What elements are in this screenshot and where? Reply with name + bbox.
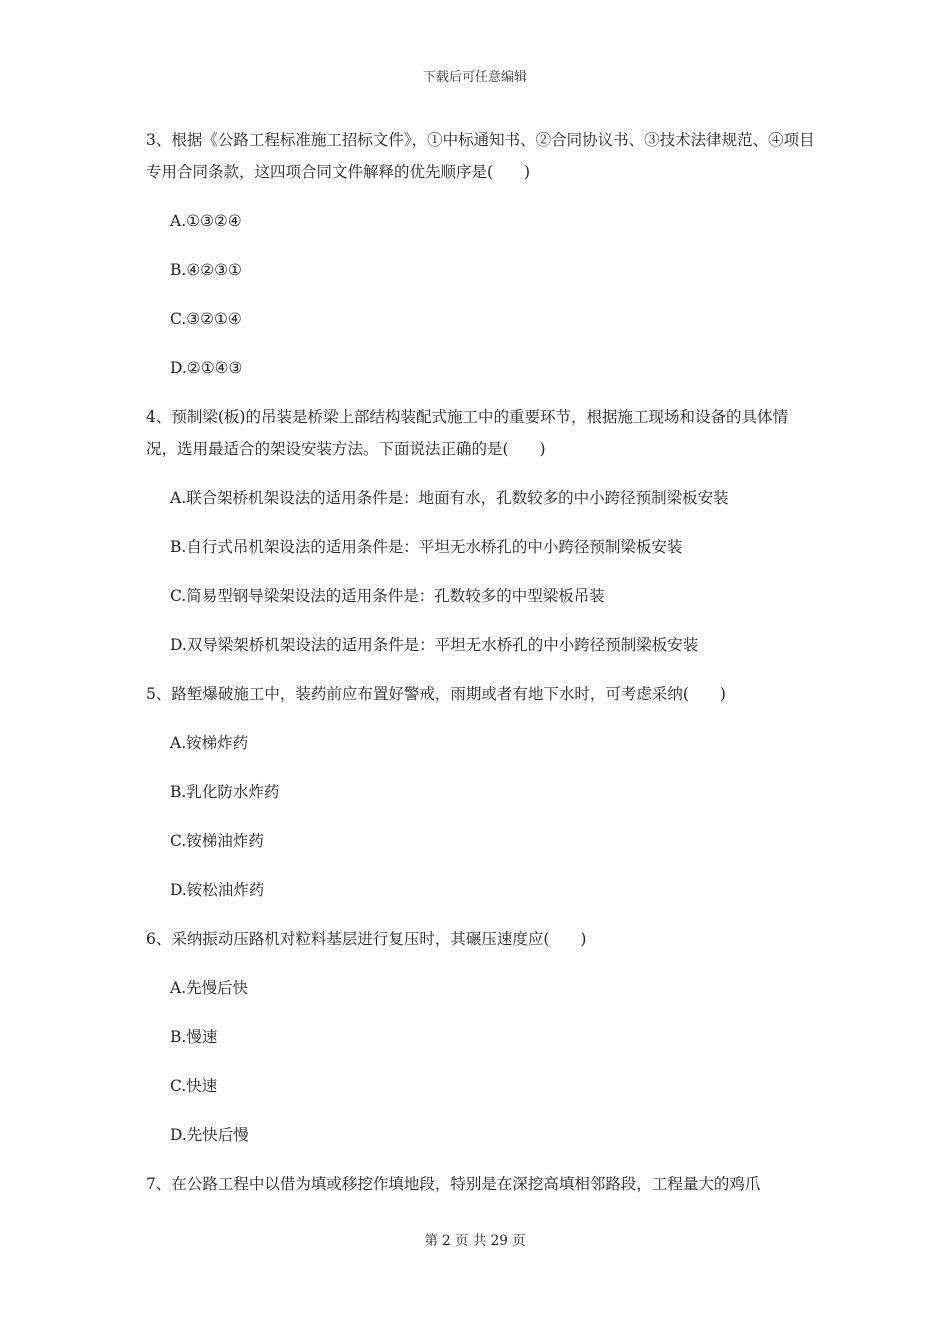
question-stem: 7、在公路工程中以借为填或移挖作填地段，特别是在深挖高填相邻路段，工程量大的鸡爪 <box>146 1175 761 1193</box>
question-5 <box>146 678 816 923</box>
question-stem: 4、预制梁(板)的吊装是桥梁上部结构装配式施工中的重要环节，根据施工现场和设备的具体情况，选用最适合的架设安装方法。下面说法正确的是( ) <box>146 408 788 458</box>
question-stem: 6、采纳振动压路机对粒料基层进行复压时，其碾压速度应( ) <box>146 930 587 948</box>
option-d: D.双导梁架桥机架设法的适用条件是：平坦无水桥孔的中小跨径预制梁板安装 <box>170 636 699 654</box>
option-c: C.简易型钢导梁架设法的适用条件是：孔数较多的中型梁板吊装 <box>170 587 605 605</box>
option-a: A.先慢后快 <box>170 979 249 997</box>
option-b: B.慢速 <box>170 1028 218 1046</box>
question-stem: 5、路堑爆破施工中，装药前应布置好警戒，雨期或者有地下水时，可考虑采纳( ) <box>146 685 726 703</box>
option-c: C.快速 <box>170 1077 218 1095</box>
exam-content <box>146 124 816 1200</box>
option-b: B.乳化防水炸药 <box>170 783 280 801</box>
option-d: D.铵松油炸药 <box>170 881 265 899</box>
option-c: C.铵梯油炸药 <box>170 832 264 850</box>
option-d: D.先快后慢 <box>170 1126 249 1144</box>
option-c: C.③②①④ <box>170 310 242 328</box>
question-4 <box>146 401 816 678</box>
option-a: A.联合架桥机架设法的适用条件是：地面有水，孔数较多的中小跨径预制梁板安装 <box>170 489 729 507</box>
option-b: B.④②③① <box>170 261 242 279</box>
page-header: 下载后可任意编辑 <box>422 70 527 85</box>
question-6 <box>146 923 816 1168</box>
option-d: D.②①④③ <box>170 359 243 377</box>
option-b: B.自行式吊机架设法的适用条件是：平坦无水桥孔的中小跨径预制梁板安装 <box>170 538 683 556</box>
option-a: A.①③②④ <box>170 212 242 230</box>
question-stem: 3、根据《公路工程标准施工招标文件》，①中标通知书、②合同协议书、③技术法律规范、④项目专用合同条款，这四项合同文件解释的优先顺序是( ) <box>146 131 815 181</box>
option-a: A.铵梯炸药 <box>170 734 249 752</box>
page-footer: 第 2 页 共 29 页 <box>424 1233 526 1249</box>
question-7 <box>146 1168 816 1200</box>
question-3 <box>146 124 816 401</box>
